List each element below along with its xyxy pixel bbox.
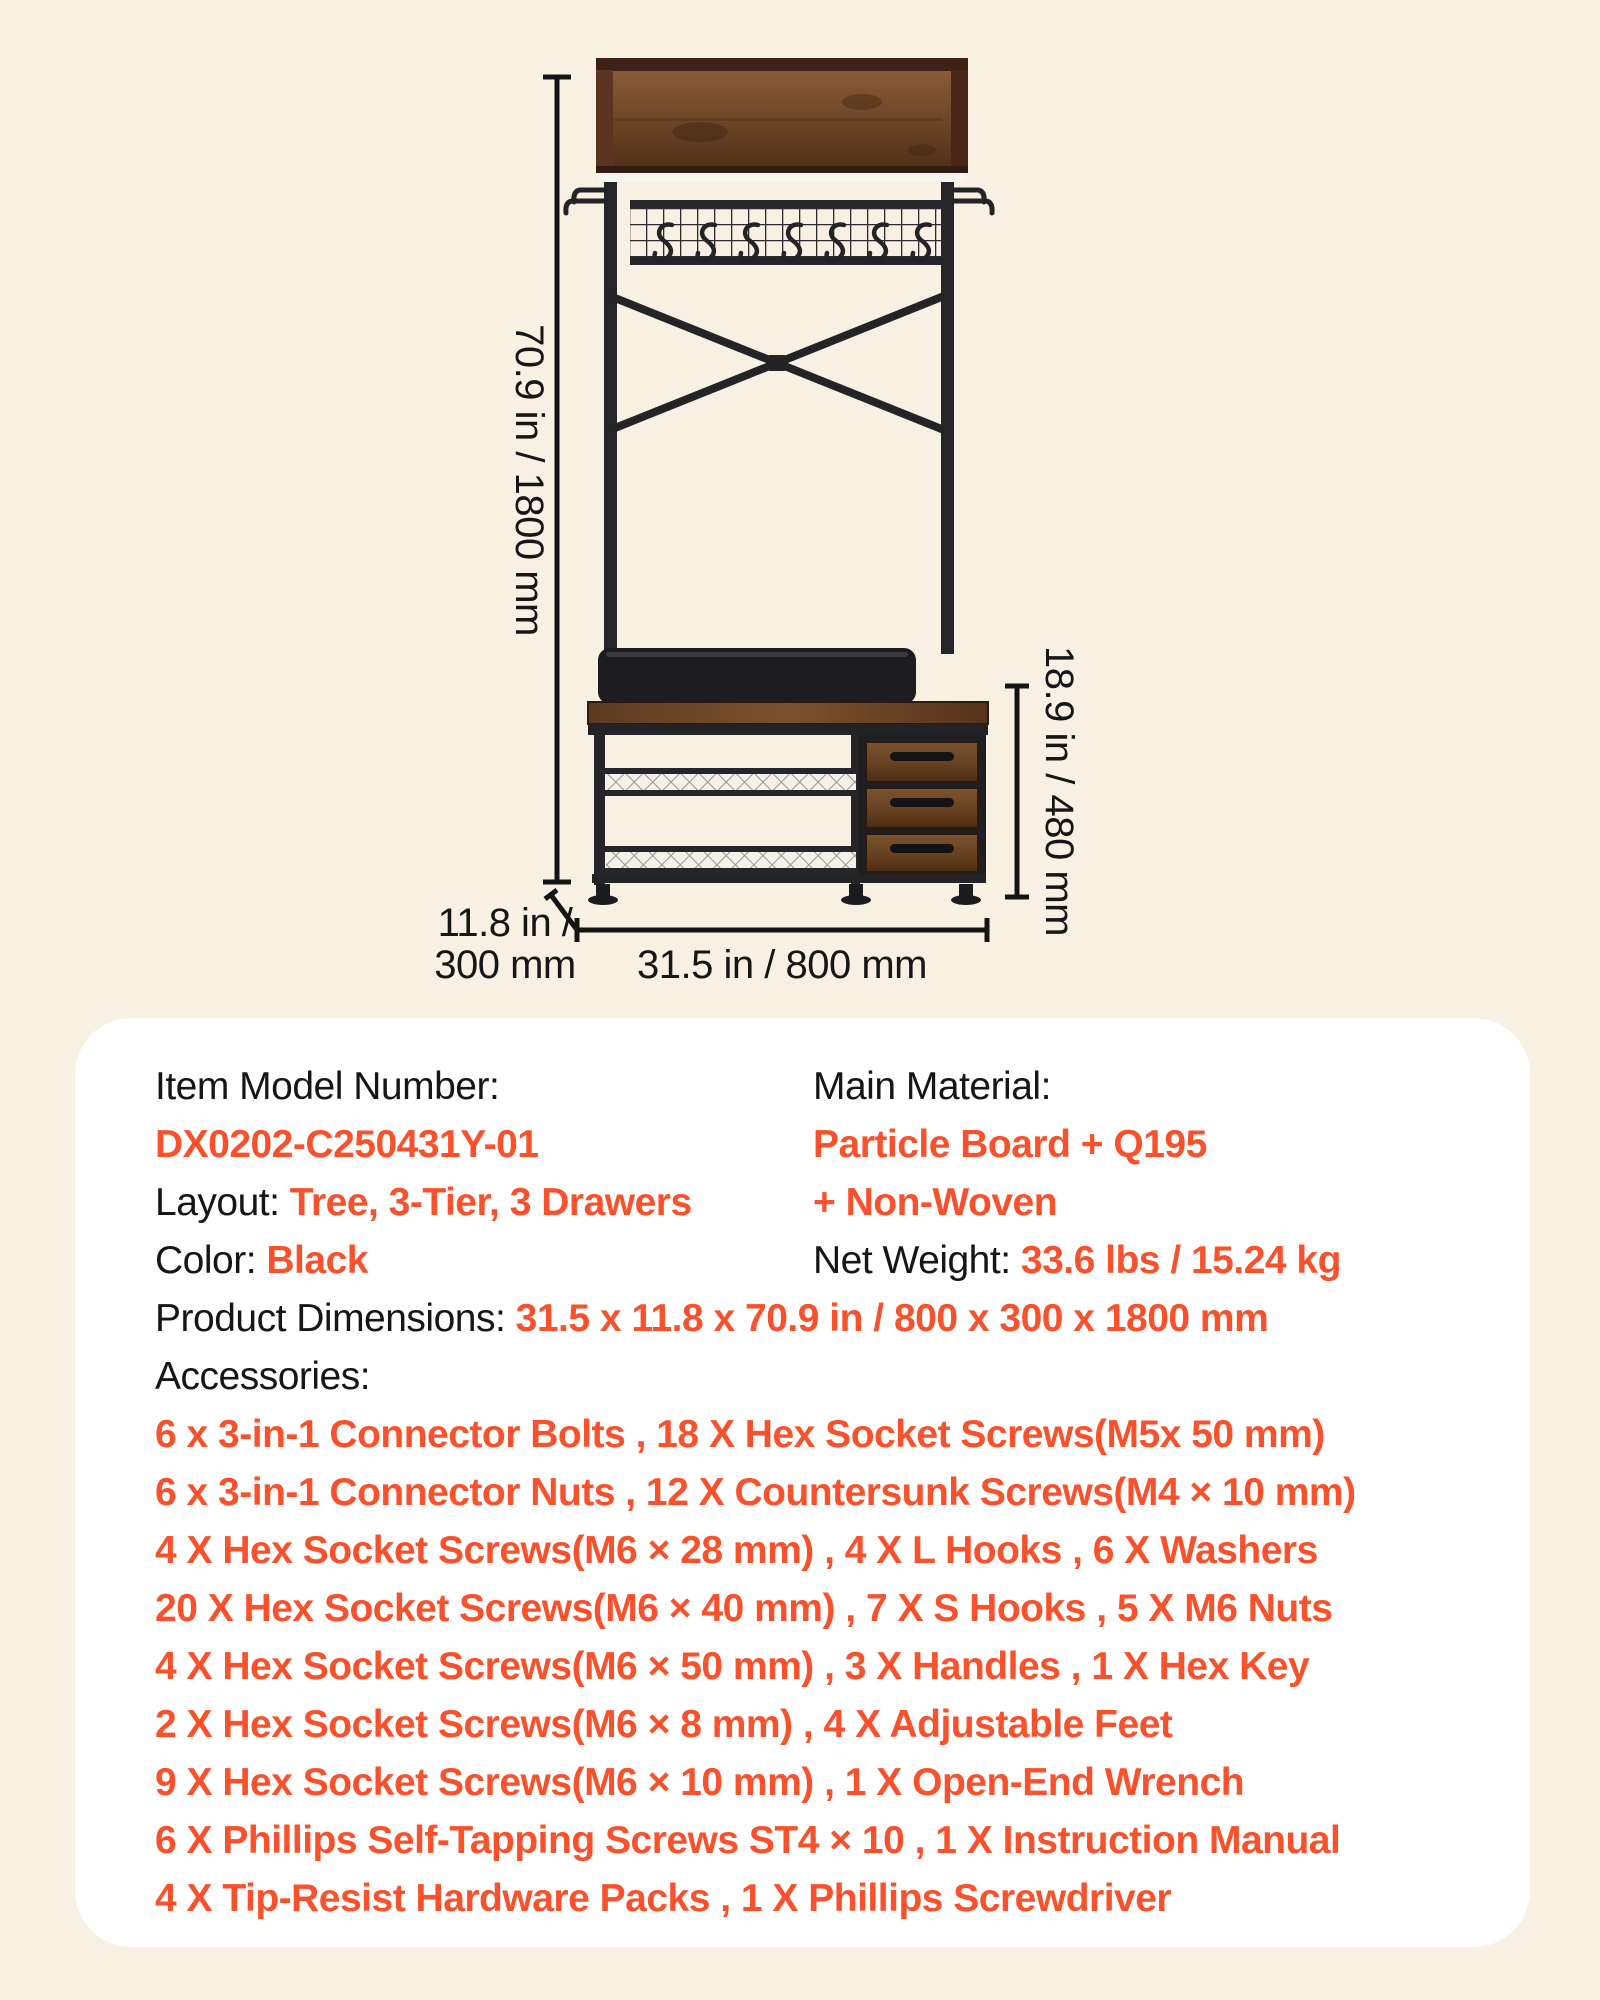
shelf-underside-strip: [599, 173, 965, 182]
main-material-value-line1: Particle Board + Q195: [813, 1123, 1207, 1166]
hall-tree-illustration: [566, 58, 992, 905]
spec-column-left: [155, 1058, 813, 1290]
right-side-hooks: [954, 190, 992, 213]
product-spec-card: [75, 1018, 1530, 1947]
depth-dimension-label-line1: 11.8 in /: [437, 901, 573, 945]
accessories-label: Accessories:: [155, 1355, 371, 1398]
color-label: Color:: [155, 1239, 257, 1282]
drawer-3: [866, 834, 978, 872]
layout-label: Layout:: [155, 1181, 280, 1224]
drawer-1: [866, 742, 978, 782]
product-dimensions-value: 31.5 x 11.8 x 70.9 in / 800 x 300 x 1800 mm: [515, 1297, 1269, 1340]
layout-value: Tree, 3-Tier, 3 Drawers: [289, 1181, 692, 1224]
depth-dimension-label-line2: 300 mm: [434, 943, 576, 987]
net-weight-label: Net Weight:: [813, 1239, 1011, 1282]
spec-top-columns: [155, 1058, 1490, 1290]
bench-height-dimension-line: [1005, 686, 1029, 897]
drawer-unit: [858, 735, 986, 876]
layout-row: [155, 1174, 813, 1232]
net-weight-row: [813, 1232, 1490, 1290]
product-dimensions-row: [155, 1290, 1490, 1348]
bench-front-rail: [588, 724, 988, 735]
accessory-line: 4 X Tip-Resist Hardware Packs , 1 X Phillips Screwdriver: [155, 1877, 1172, 1920]
accessory-line: 20 X Hex Socket Screws(M6 × 40 mm) , 7 X S Hooks , 5 X M6 Nuts: [155, 1587, 1333, 1630]
spec-column-right: [813, 1058, 1490, 1290]
accessory-line: 2 X Hex Socket Screws(M6 × 8 mm) , 4 X Adjustable Feet: [155, 1703, 1173, 1746]
product-dimensions-label: Product Dimensions:: [155, 1297, 506, 1340]
color-row: [155, 1232, 813, 1290]
bench-board: [588, 702, 988, 724]
mesh-shelf-1: [603, 768, 859, 796]
color-value: Black: [266, 1239, 368, 1282]
main-material-label: Main Material:: [813, 1065, 1051, 1108]
item-model-value: DX0202-C250431Y-01: [155, 1123, 539, 1166]
foot-left: [588, 884, 618, 905]
drawer-2-handle: [890, 798, 954, 807]
accessory-line: 6 x 3-in-1 Connector Bolts , 18 X Hex Socket Screws(M5x 50 mm): [155, 1413, 1325, 1456]
accessory-line: 6 X Phillips Self-Tapping Screws ST4 × 10 , 1 X Instruction Manual: [155, 1819, 1341, 1862]
item-model-label: Item Model Number:: [155, 1065, 500, 1108]
base-rail: [592, 874, 986, 883]
width-dimension-label: 31.5 in / 800 mm: [637, 943, 927, 987]
accessory-line: 4 X Hex Socket Screws(M6 × 28 mm) , 4 X L Hooks , 6 X Washers: [155, 1529, 1318, 1572]
accessories-list: [155, 1406, 1490, 1928]
foot-right: [951, 884, 981, 905]
cross-brace: [610, 296, 944, 430]
accessory-line: 6 x 3-in-1 Connector Nuts , 12 X Countersunk Screws(M4 × 10 mm): [155, 1471, 1356, 1514]
net-weight-value: 33.6 lbs / 15.24 kg: [1020, 1239, 1341, 1282]
main-material-value-line2: + Non-Woven: [813, 1181, 1058, 1224]
mesh-shelf-2: [603, 846, 859, 874]
cushion-highlight: [606, 652, 908, 657]
foot-middle: [841, 884, 871, 905]
accessory-line: 4 X Hex Socket Screws(M6 × 50 mm) , 3 X Handles , 1 X Hex Key: [155, 1645, 1310, 1688]
accessory-line: 9 X Hex Socket Screws(M6 × 10 mm) , 1 X Open-End Wrench: [155, 1761, 1245, 1804]
drawer-2: [866, 788, 978, 828]
drawer-1-handle: [890, 752, 954, 761]
top-shelf-box: [596, 58, 968, 182]
bench-left-leg: [594, 735, 605, 885]
left-side-hooks: [566, 190, 604, 213]
bench-height-dimension-label: 18.9 in / 480 mm: [1037, 646, 1081, 936]
width-dimension-line: [577, 918, 987, 942]
drawer-3-handle: [890, 844, 954, 853]
height-dimension-label: 70.9 in / 1800 mm: [507, 324, 551, 636]
